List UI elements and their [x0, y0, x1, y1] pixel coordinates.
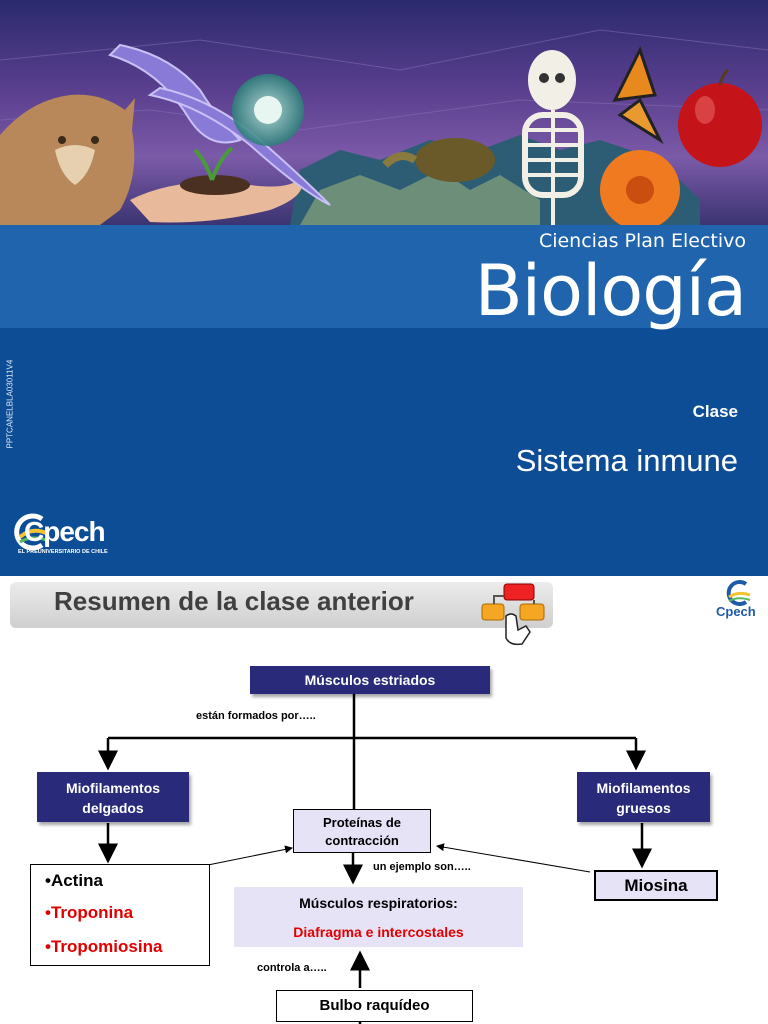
cpech-logo	[12, 513, 132, 561]
respiratory-muscles-detail: Diafragma e intercostales	[293, 924, 464, 940]
contraction-proteins-box	[293, 809, 431, 853]
cpech-logo-tagline: EL PREUNIVERSITARIO DE CHILE	[18, 549, 108, 555]
thick-filaments-line1: Miofilamentos	[596, 780, 691, 796]
cpech-logo-word: Cpech	[24, 516, 105, 547]
formed-by-label: están formados por…..	[196, 710, 316, 722]
list-item-troponina: •Troponina	[45, 903, 134, 922]
thin-filaments-line2: delgados	[82, 800, 144, 816]
subject-title: Biología	[474, 250, 746, 332]
class-label: Clase	[692, 402, 738, 421]
list-item-actina: •Actina	[45, 871, 103, 890]
cpech-logo-small-word: Cpech	[716, 604, 756, 619]
banner-collage	[0, 0, 768, 225]
thin-filament-proteins-list	[30, 864, 210, 966]
summary-header-title: Resumen de la clase anterior	[54, 586, 414, 616]
example-label: un ejemplo son…..	[373, 861, 471, 873]
contraction-proteins-line1: Proteínas de	[322, 815, 402, 830]
list-item-tropomiosina: •Tropomiosina	[45, 937, 163, 956]
thin-filaments-box	[37, 772, 189, 822]
thin-filaments-line1: Miofilamentos	[65, 780, 161, 796]
class-topic: Sistema inmune	[515, 443, 738, 478]
myosin-box: Miosina	[594, 870, 718, 901]
contraction-proteins-line2: contracción	[325, 833, 399, 848]
subject-subtitle: Ciencias Plan Electivo	[538, 230, 746, 252]
document-code: PPTCANELBLA03011V4	[5, 359, 15, 449]
collage-illustration	[0, 0, 768, 225]
thick-filaments-line2: gruesos	[616, 800, 671, 816]
thick-filaments-box	[577, 772, 710, 822]
medulla-box: Bulbo raquídeo	[276, 990, 473, 1022]
controls-label: controla a…..	[257, 962, 327, 974]
striated-muscles-box: Músculos estriados	[250, 666, 490, 694]
respiratory-muscles-box	[234, 887, 523, 947]
respiratory-muscles-title: Músculos respiratorios:	[299, 895, 458, 911]
